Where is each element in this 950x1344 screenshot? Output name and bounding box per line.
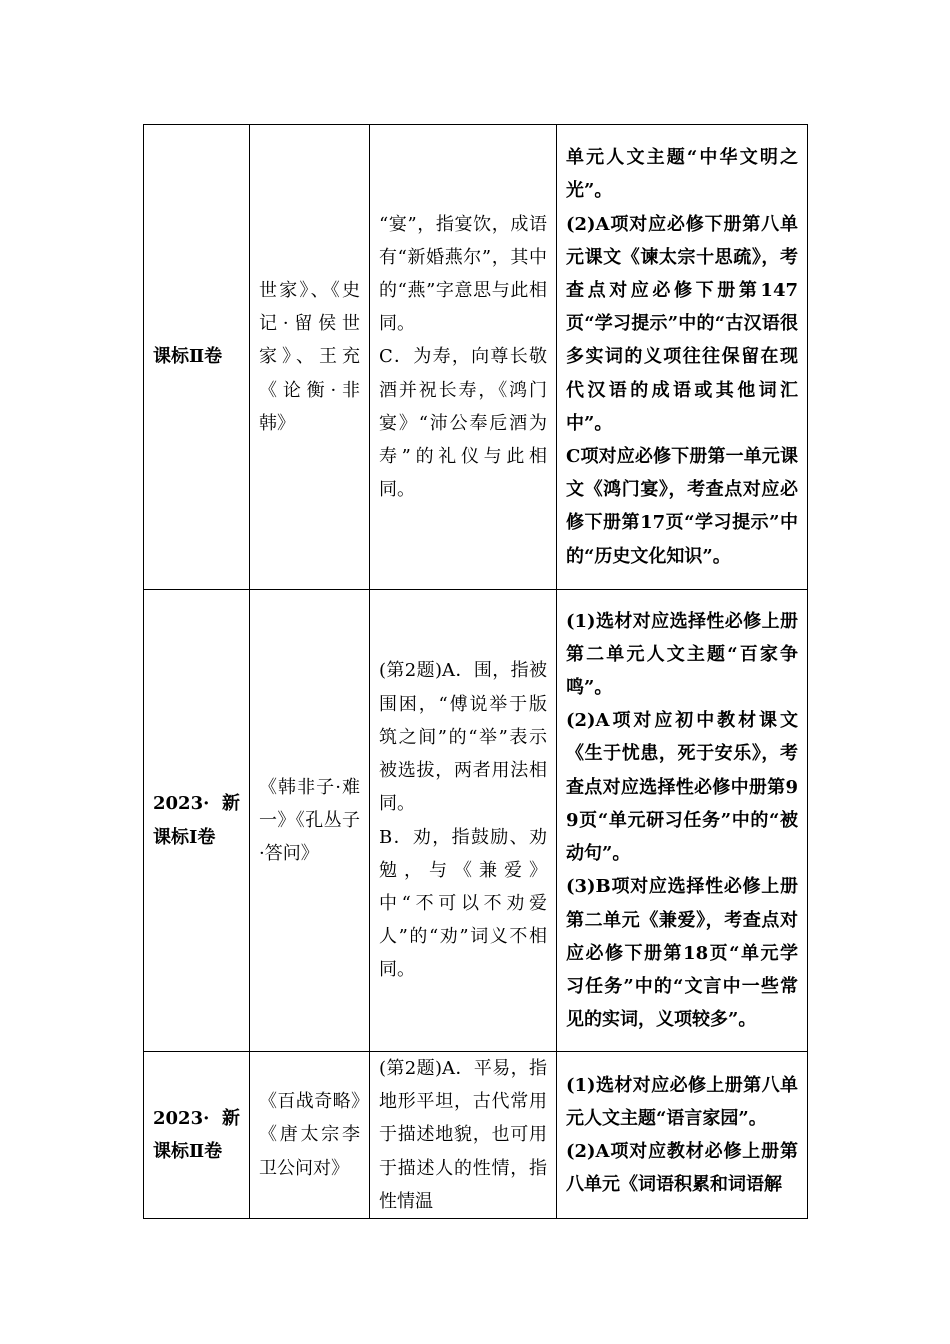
question-cell [370,125,557,590]
source-text: 《韩非子·难一》《孔丛子·答问》 [259,776,360,865]
answer-cell [557,125,808,590]
table-row [144,125,808,590]
paper-cell [144,590,250,1052]
answer-paragraph: 单元人文主题“中华文明之光”。 [566,147,798,202]
source-text: 世家》、《史记·留侯世家》、王充《论衡·非韩》 [259,279,360,434]
table-row [144,1052,808,1219]
answer-paragraph: (3)B项对应选择性必修上册第二单元《兼爱》，考查点对应必修下册第18页“单元学习任务”中的“文言中一些常见的实词，义项较多”。 [566,876,798,1031]
question-paragraph: C．为寿，向尊长敬酒并祝长寿，《鸿门宴》“沛公奉卮酒为寿”的礼仪与此相同。 [379,346,547,501]
source-cell [250,125,370,590]
source-cell [250,590,370,1052]
paper-cell [144,125,250,590]
answer-paragraph: (1)选材对应必修上册第八单元人文主题“语言家园”。 [566,1074,798,1129]
source-text: 《百战奇略》《唐太宗李卫公问对》 [259,1091,360,1179]
question-paragraph: B．劝，指鼓励、劝勉，与《兼爱》中“不可以不劝爱人”的“劝”词义不相同。 [379,826,547,981]
question-cell [370,590,557,1052]
paper-label: 2023·新课标Ⅰ卷 [153,793,240,848]
question-cell [370,1052,557,1219]
question-paragraph: “宴”，指宴饮，成语有“新婚燕尔”，其中的“燕”字意思与此相同。 [379,213,547,335]
answer-paragraph: (2)A项对应教材必修上册第八单元《词语积累和词语解 [566,1141,798,1196]
question-paragraph: (第2题)A．围，指被围困，“傅说举于版筑之间”的“举”表示被选拔，两者用法相同。 [379,660,547,815]
answer-paragraph: (2)A项对应必修下册第八单元课文《谏太宗十思疏》，考查点对应必修下册第147页“学习提示”中的“古汉语很多实词的义项往往保留在现代汉语的成语或其他词汇中”。 [566,213,798,434]
answer-paragraph: C项对应必修下册第一单元课文《鸿门宴》，考查点对应必修下册第17页“学习提示”中的“历史文化知识”。 [566,446,798,567]
paper-cell [144,1052,250,1219]
answer-cell [557,1052,808,1219]
question-paragraph: (第2题)A．平易，指地形平坦，古代常用于描述地貌，也可用于描述人的性情，指性情温 [379,1058,547,1212]
paper-label: 2023·新课标Ⅱ卷 [153,1107,240,1162]
paper-label: 课标Ⅱ卷 [153,346,223,368]
answer-paragraph: (1)选材对应选择性必修上册第二单元人文主题“百家争鸣”。 [566,610,798,699]
content-table [143,124,808,1219]
answer-cell [557,590,808,1052]
table-row [144,590,808,1052]
source-cell [250,1052,370,1219]
answer-paragraph: (2)A项对应初中教材课文《生于忧患，死于安乐》，考查点对应选择性必修中册第99页“单元研习任务”中的“被动句”。 [566,710,798,865]
